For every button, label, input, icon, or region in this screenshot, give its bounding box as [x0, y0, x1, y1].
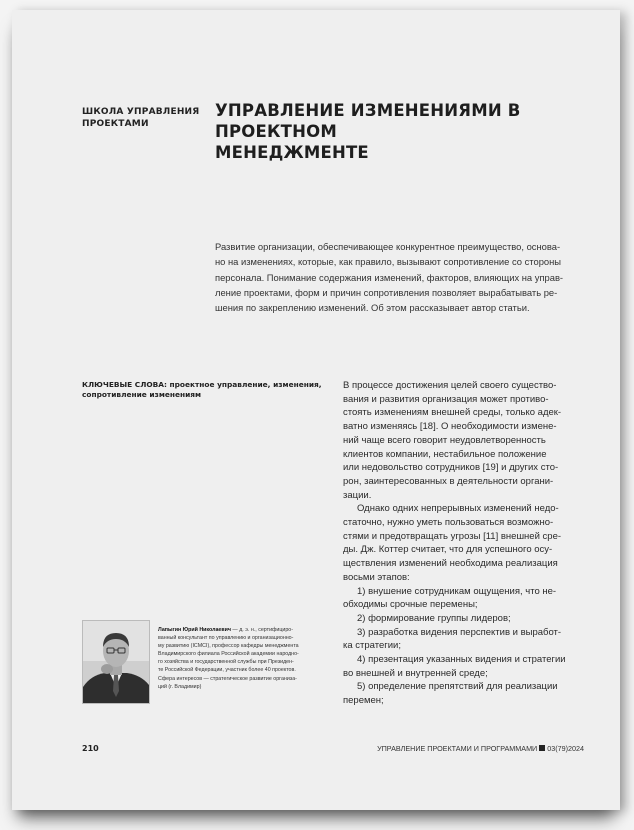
- lead-line: Развитие организации, обеспечивающее конкурентное преимущество, основа-: [215, 241, 561, 252]
- body-line: перемен;: [343, 695, 384, 707]
- body-line: 4) презентация указанных видения и стратегии: [357, 654, 566, 666]
- author-bio: [158, 626, 324, 691]
- body-line: обходимы срочные перемены;: [343, 599, 478, 611]
- page-number: 210: [82, 744, 99, 753]
- author-bio-line: го хозяйства и государственной службы при Президен-: [158, 659, 294, 666]
- lead-line: шения по закреплению изменений. Об этом рассказывает автор статьи.: [215, 302, 530, 314]
- keywords-text-2: сопротивление изменениям: [82, 390, 202, 399]
- body-line: 2) формирование группы лидеров;: [357, 612, 511, 624]
- body-line: В процессе достижения целей своего существо-: [343, 380, 557, 391]
- body-line: зации.: [343, 489, 372, 501]
- body-line: Однако одних непрерывных изменений недо-: [357, 503, 559, 515]
- section-label-line: ШКОЛА УПРАВЛЕНИЯ: [82, 107, 200, 117]
- author-bio-start: — д. э. н., сертифициро-: [230, 627, 293, 633]
- body-line: ний чаще всего говорит неудовлетворенность: [343, 434, 546, 446]
- magazine-page: [12, 10, 620, 810]
- body-line: ка стратегии;: [343, 640, 401, 652]
- body-line: 3) разработка видения перспектив и выработ-: [357, 626, 562, 638]
- keywords-text: проектное управление, изменения,: [166, 380, 322, 389]
- body-line: или недовольство сотрудников [19] и других сто-: [343, 462, 559, 474]
- author-portrait-icon: [83, 621, 149, 703]
- author-name: Лапыгин Юрий Николаевич: [158, 627, 231, 633]
- keywords-label: КЛЮЧЕВЫЕ СЛОВА:: [82, 380, 167, 389]
- square-separator-icon: [539, 745, 545, 751]
- author-bio-line: Владимирского филиала Российской академии народно-: [158, 651, 299, 658]
- body-line: стоять изменениям внешней среды, только адек-: [343, 407, 562, 419]
- article-lead: [215, 239, 591, 315]
- journal-name: УПРАВЛЕНИЕ ПРОЕКТАМИ И ПРОГРАММАМИ: [377, 744, 538, 753]
- section-label-line: ПРОЕКТАМИ: [82, 119, 149, 129]
- body-line: восьми этапов:: [343, 571, 410, 583]
- author-photo: [82, 620, 150, 704]
- body-line: 5) определение препятствий для реализации: [357, 681, 558, 693]
- body-line: ществления изменений необходима реализация: [343, 558, 558, 570]
- lead-line: ление проектами, форм и причин сопротивления позволяет вырабатывать ре-: [215, 286, 558, 298]
- section-label: [82, 106, 202, 130]
- body-line: вания и развития организация может противо-: [343, 393, 549, 405]
- author-bio-line: ций (г. Владимир): [158, 683, 202, 690]
- journal-issue: 03(79)2024: [547, 744, 584, 753]
- lead-line: но на изменениях, которые, как правило, вызывают сопротивление со стороны: [215, 256, 562, 268]
- keywords: [82, 380, 322, 400]
- body-line: во внешней и внутренней среде;: [343, 667, 488, 679]
- body-line: стями и предотвращать угрозы [11] внешней сре-: [343, 530, 562, 542]
- article-title: [215, 100, 595, 163]
- article-title-line: МЕНЕДЖМЕНТЕ: [215, 143, 369, 162]
- author-bio-line: ванный консультант по управлению и организационно-: [158, 635, 294, 642]
- body-line: статочно, нужно уметь пользоваться возможно-: [343, 517, 554, 529]
- journal-footer: [377, 744, 584, 753]
- article-title-line: УПРАВЛЕНИЕ ИЗМЕНЕНИЯМИ В ПРОЕКТНОМ: [215, 101, 521, 141]
- body-line: клиентов компании, нестабильное положение: [343, 448, 547, 460]
- body-line: ды. Дж. Коттер считает, что для успешного осу-: [343, 544, 553, 556]
- lead-line: персонала. Понимание содержания изменений, факторов, влияющих на управ-: [215, 271, 564, 283]
- article-body: [343, 379, 593, 708]
- body-line: 1) внушение сотрудникам ощущения, что не-: [357, 585, 557, 597]
- author-bio-line: Сфера интересов — стратегическое развитие организа-: [158, 675, 297, 682]
- author-bio-line: те Российской Федерации, участник более 40 проектов.: [158, 667, 296, 674]
- author-bio-line: му развитию (ICMCI), профессор кафедры менеджмента: [158, 643, 299, 650]
- body-line: рон, заинтересованных в деятельности органи-: [343, 475, 554, 487]
- author-bio-first-line: [158, 626, 324, 634]
- body-line: ватно изменяясь [18]. О необходимости измене-: [343, 421, 557, 433]
